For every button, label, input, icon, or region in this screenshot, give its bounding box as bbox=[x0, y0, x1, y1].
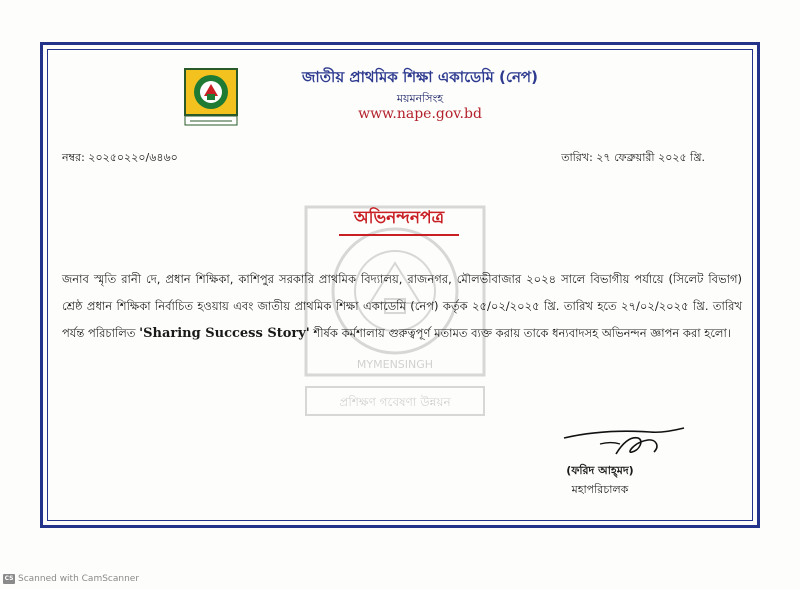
memo-number: নম্বর: ২০২৫০২২০/৬৪৬০ bbox=[62, 151, 178, 164]
certificate-body bbox=[62, 266, 742, 347]
watermark-place: MYMENSINGH bbox=[356, 358, 434, 371]
nape-logo bbox=[182, 66, 240, 128]
camscanner-footer bbox=[3, 574, 139, 584]
body-text-part2: শীর্ষক কর্মশালায় গুরুত্বপূর্ণ মতামত ব্যক্ত করায় তাকে ধন্যবাদসহ অভিনন্দন জ্ঞাপন করা হলো। bbox=[309, 326, 731, 340]
camscanner-badge-icon: CS bbox=[4, 575, 14, 582]
signatory-title: মহাপরিচালক bbox=[571, 483, 629, 496]
certificate-heading: অভিনন্দনপত্র bbox=[339, 205, 459, 236]
watermark-motto: প্রশিক্ষণ গবেষণা উন্নয়ন bbox=[339, 395, 451, 409]
camscanner-text: Scanned with CamScanner bbox=[18, 574, 140, 584]
academy-city: ময়মনসিংহ bbox=[396, 92, 444, 105]
body-text-part1: জনাব স্মৃতি রানী দে, প্রধান শিক্ষিকা, কাশিপুর সরকারি প্রাথমিক বিদ্যালয়, রাজনগর, মৌলভীবাজার ২০২৪ সালে বিভাগীয় পর্যায়ে (সিলেট বিভাগ) শ্রেষ্ঠ প্রধান শিক্ষিকা নির্বাচিত হওয়ায় এবং জাতীয় প্রাথমিক শিক্ষা একাডেমি (নেপ) কর্তৃক ২৫/০২/২০২৫ খ্রি. তারিখ হতে ২৭/০২/২০২৫ খ্রি. তারিখ পর্যন্ত পরিচালিত bbox=[62, 272, 742, 340]
signature-icon bbox=[560, 424, 690, 458]
academy-website[interactable]: www.nape.gov.bd bbox=[358, 106, 482, 122]
signatory-name: (ফরিদ আহ্‌মদ) bbox=[566, 464, 634, 477]
academy-title: জাতীয় প্রাথমিক শিক্ষা একাডেমি (নেপ) bbox=[302, 68, 538, 86]
body-text-highlight: 'Sharing Success Story' bbox=[139, 326, 310, 341]
memo-date: তারিখ: ২৭ ফেব্রুয়ারী ২০২৫ খ্রি. bbox=[561, 151, 705, 164]
